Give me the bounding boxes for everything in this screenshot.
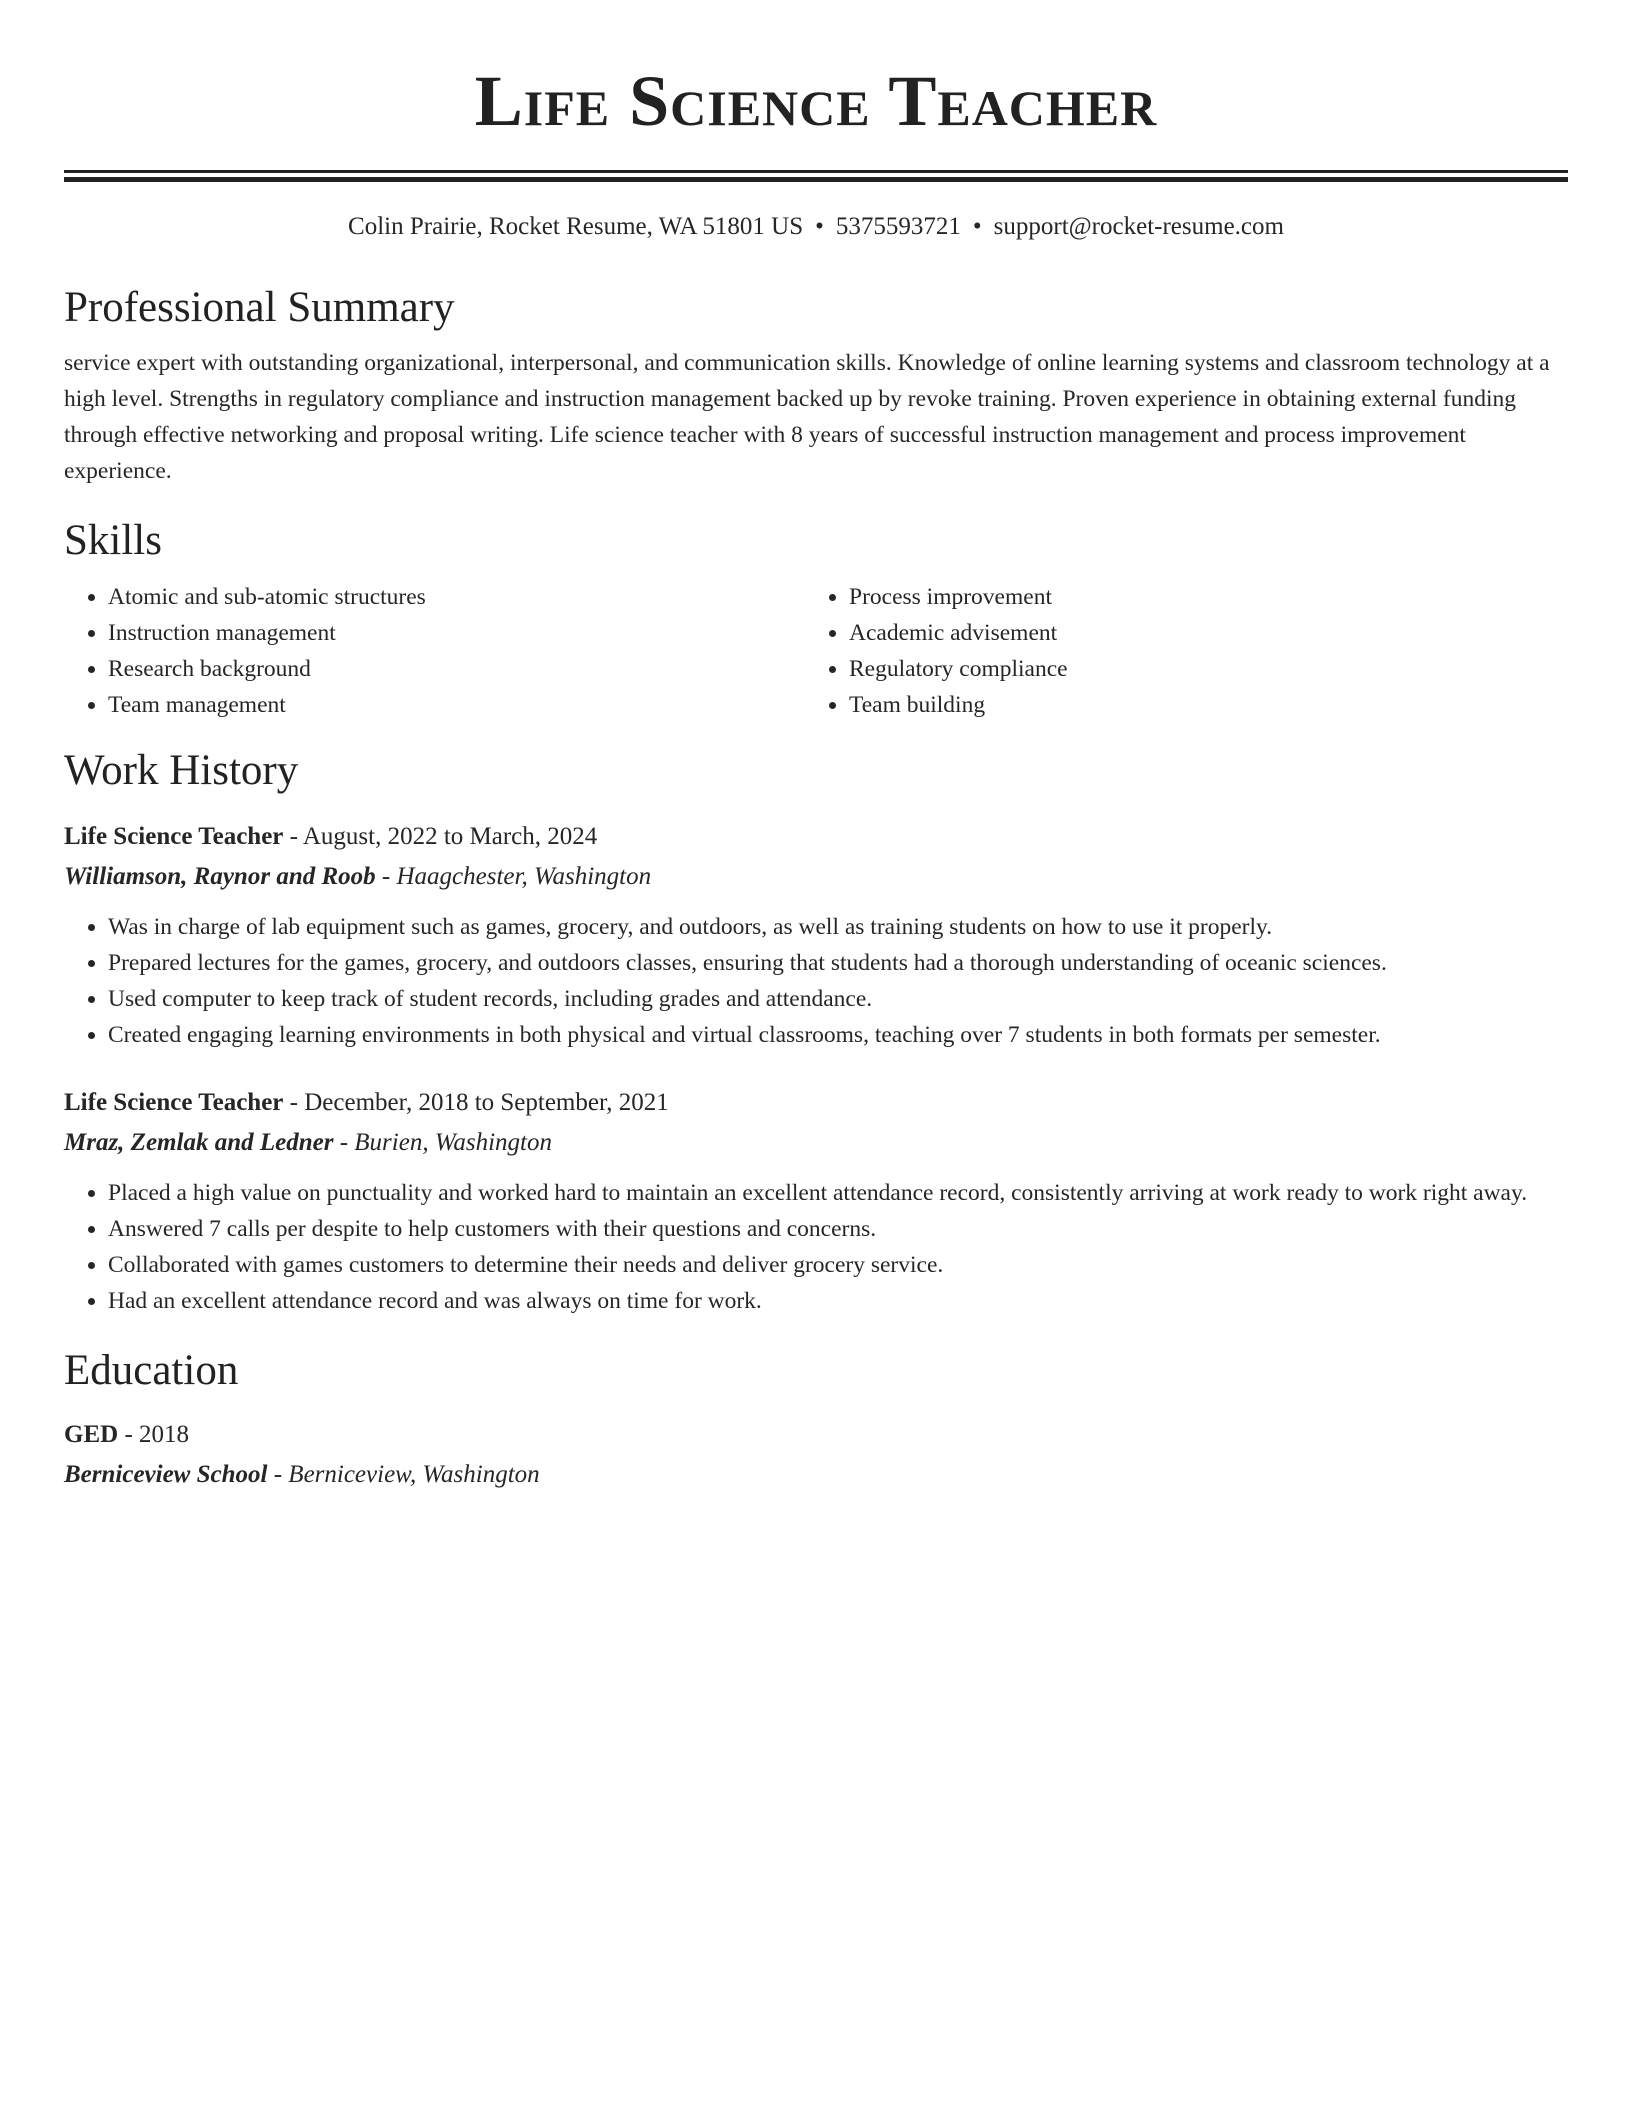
job-bullet: • Collaborated with games customers to determine their needs and deliver grocery service. (108, 1247, 1568, 1283)
company-location: Burien, Washington (354, 1129, 552, 1156)
dash-separator: - (267, 1461, 289, 1488)
school-name: Berniceview School (64, 1461, 268, 1488)
degree-year: 2018 (139, 1421, 190, 1448)
job-role: Life Science Teacher (64, 1089, 284, 1116)
degree-line (64, 1415, 1568, 1455)
skill-item: • Team building (849, 687, 1546, 723)
dash-separator: - (118, 1421, 140, 1448)
job-bullet: • Used computer to keep track of student records, including grades and attendance. (108, 981, 1568, 1017)
skills-column-right (805, 579, 1546, 723)
contact-separator: • (815, 213, 824, 240)
skills-column-left (64, 579, 805, 723)
work-history-heading: Work History (64, 747, 299, 794)
skill-item: • Process improvement (849, 579, 1546, 615)
dash-separator: - (375, 863, 397, 890)
summary-heading: Professional Summary (64, 284, 455, 331)
company-name: Williamson, Raynor and Roob (64, 863, 376, 890)
contact-email[interactable]: support@rocket-resume.com (993, 213, 1284, 240)
job-dates: December, 2018 to September, 2021 (304, 1089, 669, 1116)
company-location: Haagchester, Washington (396, 863, 652, 890)
company-name: Mraz, Zemlak and Ledner (64, 1129, 334, 1156)
dash-separator: - (333, 1129, 355, 1156)
job-bullet: • Prepared lectures for the games, grocery, and outdoors classes, ensuring that students had a thorough understanding of oceanic sciences. (108, 945, 1568, 981)
company-line (64, 1123, 1568, 1163)
contact-address: Colin Prairie, Rocket Resume, WA 51801 US (348, 213, 804, 240)
skill-item: • Academic advisement (849, 615, 1546, 651)
job-bullet: • Had an excellent attendance record and was always on time for work. (108, 1283, 1568, 1319)
job-title-line (64, 817, 1568, 857)
job-dates: August, 2022 to March, 2024 (302, 823, 598, 850)
skill-item: • Team management (108, 687, 805, 723)
skill-item: • Research background (108, 651, 805, 687)
job-role: Life Science Teacher (64, 823, 284, 850)
job-bullet: • Created engaging learning environments in both physical and virtual classrooms, teaching over 7 students in both formats per semester. (108, 1017, 1568, 1053)
contact-separator: • (972, 213, 982, 240)
education-entry (64, 1415, 1568, 1495)
skill-item: • Atomic and sub-atomic structures (108, 579, 805, 615)
job-title-line (64, 1083, 1568, 1123)
school-location: Berniceview, Washington (288, 1461, 540, 1488)
summary-text: service expert with outstanding organizational, interpersonal, and communication skills. Knowledge of online learning systems and classroom technology at a high level. Strengths in regulatory compliance and instruction management backed up by revoke training. Proven experience in obtaining external funding through effective networking and proposal writing. Life science teacher with 8 years of successful instruction management and process improvement experience. (64, 350, 1550, 484)
resume-title: Life Science Teacher (474, 61, 1158, 141)
job-bullet: • Placed a high value on punctuality and worked hard to maintain an excellent attendance record, consistently arriving at work ready to work right away. (108, 1175, 1568, 1211)
degree-name: GED (64, 1421, 119, 1448)
education-heading: Education (64, 1347, 239, 1394)
skills-heading: Skills (64, 517, 162, 564)
company-line (64, 857, 1568, 897)
dash-separator: - (283, 823, 303, 850)
skill-item: • Instruction management (108, 615, 805, 651)
job-bullet: • Was in charge of lab equipment such as games, grocery, and outdoors, as well as training students on how to use it properly. (108, 909, 1568, 945)
job-entry (64, 1083, 1568, 1319)
skills-list (64, 579, 1568, 723)
dash-separator: - (283, 1089, 305, 1116)
contact-line (64, 210, 1568, 244)
job-bullets (64, 909, 1568, 1053)
job-entry (64, 817, 1568, 1053)
contact-phone: 5375593721 (835, 213, 961, 240)
school-line (64, 1455, 1568, 1495)
job-bullet: • Answered 7 calls per despite to help customers with their questions and concerns. (108, 1211, 1568, 1247)
title-divider (64, 170, 1568, 182)
skill-item: • Regulatory compliance (849, 651, 1546, 687)
job-bullets (64, 1175, 1568, 1319)
